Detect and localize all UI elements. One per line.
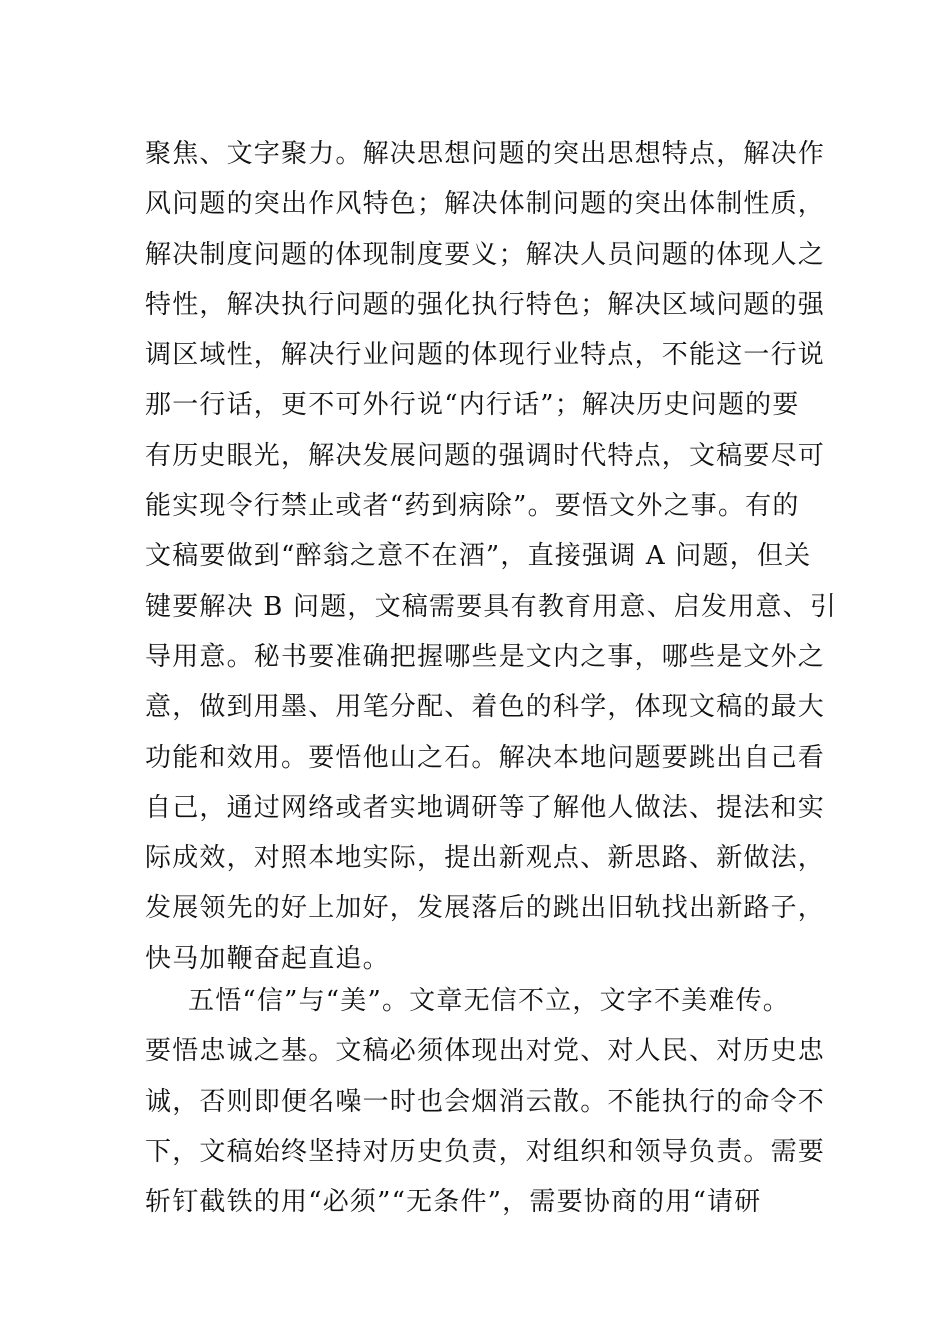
text-line: 诚，否则即便名噪一时也会烟消云散。不能执行的命令不 (145, 1086, 826, 1117)
paragraph-five-insights (145, 976, 826, 1227)
text-line: 导用意。秘书要准确把握哪些是文内之事，哪些是文外之 (145, 641, 826, 672)
text-line: 意，做到用墨、用笔分配、着色的科学，体现文稿的最大 (145, 692, 826, 723)
text-line: 下，文稿始终坚持对历史负责，对组织和领导负责。需要 (145, 1136, 826, 1167)
text-line: 自己，通过网络或者实地调研等了解他人做法、提法和实 (145, 792, 826, 823)
text-line: 解决制度问题的体现制度要义；解决人员问题的体现人之 (145, 239, 826, 270)
text-line: 有历史眼光，解决发展问题的强调时代特点，文稿要尽可 (145, 440, 826, 471)
text-line: 快马加鞭奋起直追。 (145, 943, 390, 974)
paragraph-continuation (145, 129, 838, 984)
text-line: 那一行话，更不可外行说“内行话”；解决历史问题的要 (145, 390, 800, 421)
text-line: 斩钉截铁的用“必须”“无条件”，需要协商的用“请研 (145, 1187, 762, 1218)
text-line: 调区域性，解决行业问题的体现行业特点，不能这一行说 (145, 340, 826, 371)
text-line: 际成效，对照本地实际，提出新观点、新思路、新做法， (145, 843, 826, 874)
text-line: 文稿要做到“醉翁之意不在酒”，直接强调 A 问题，但关 (145, 541, 812, 572)
text-line: 风问题的突出作风特色；解决体制问题的突出体制性质， (145, 189, 826, 220)
text-line: 特性，解决执行问题的强化执行特色；解决区域问题的强 (145, 289, 826, 320)
text-line: 能实现令行禁止或者“药到病除”。要悟文外之事。有的 (145, 491, 800, 522)
text-line: 要悟忠诚之基。文稿必须体现出对党、对人民、对历史忠 (145, 1036, 826, 1067)
text-line-indented: 五悟“信”与“美”。文章无信不立，文字不美难传。 (188, 986, 790, 1016)
text-line: 聚焦、文字聚力。解决思想问题的突出思想特点，解决作 (145, 139, 826, 169)
text-line: 发展领先的好上加好，发展落后的跳出旧轨找出新路子， (145, 893, 826, 924)
text-line: 键要解决 B 问题，文稿需要具有教育用意、启发用意、引 (145, 591, 838, 622)
text-line: 功能和效用。要悟他山之石。解决本地问题要跳出自己看 (145, 742, 826, 773)
